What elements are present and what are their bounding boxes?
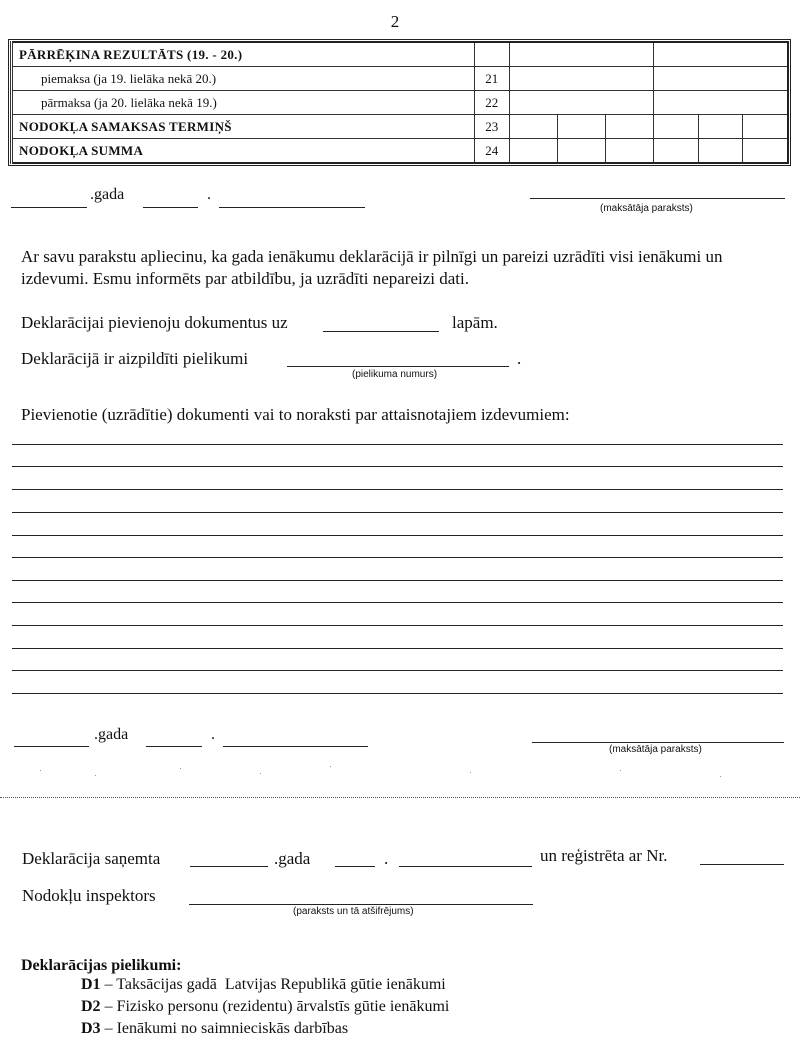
date-day-line[interactable] [223,746,368,747]
gada-label: .gada [274,849,311,868]
inspector-caption: (paraksts un tā atšifrējums) [293,906,414,917]
value-cell[interactable] [509,115,557,139]
writing-line[interactable] [12,466,783,467]
writing-line[interactable] [12,444,783,445]
date-month-line[interactable] [146,746,202,747]
attachment-number-caption: (pielikuma numurs) [352,369,438,380]
value-cell[interactable] [605,115,653,139]
writing-line[interactable] [12,648,783,649]
attachment-number-line[interactable] [287,366,509,367]
appendix-code: D3 [81,1020,101,1037]
received-month-line[interactable] [335,866,375,867]
page-number: 2 [390,12,400,31]
date-day-line[interactable] [219,207,365,208]
value-cell[interactable] [557,139,605,164]
cut-line [0,797,800,798]
appendix-d1 [81,976,446,994]
value-cell[interactable] [743,115,788,139]
date-year-line[interactable] [11,207,87,208]
writing-line[interactable] [12,489,783,490]
value-cell[interactable] [653,139,698,164]
value-cell[interactable] [509,139,557,164]
surcharge-label: piemaksa (ja 19. lielāka nekā 20.) [12,67,475,91]
attachments-filled-label: Deklarācijā ir aizpildīti pielikumi [21,349,249,368]
supporting-docs-heading: Pievienotie (uzrādītie) dokumenti vai to noraksti par attaisnotajiem izdevumiem: [21,405,570,424]
appendix-code: D1 [81,976,101,993]
declaration-statement: Ar savu parakstu apliecinu, ka gada ienākumu deklarācijā ir pilnīgi un pareizi uzrādīti visi ienākumi un izdevumi. Esmu informēts par atbildību, ja uzrādīti nepareizi dati. [21,247,723,288]
appendix-d2 [81,998,449,1016]
appendices-title: Deklarācijas pielikumi: [21,957,182,974]
value-cell[interactable] [557,115,605,139]
value-cell[interactable] [653,42,788,67]
date-separator: . [384,849,389,868]
inspector-signature-line[interactable] [189,904,533,905]
value-cell[interactable] [698,139,743,164]
pages-label: lapām. [452,313,498,332]
row-number [474,42,509,67]
date-separator: . [207,186,211,203]
appendix-text: – Ienākumi no saimnieciskās darbības [100,1020,349,1037]
row-number: 22 [474,91,509,115]
registered-label: un reģistrēta ar Nr. [540,846,668,865]
appendix-text: – Fizisko personu (rezidentu) ārvalstīs gūtie ienākumi [100,998,450,1015]
received-label: Deklarācija saņemta [22,849,161,868]
tax-calculation-table [10,41,789,164]
gada-label: .gada [90,186,125,203]
pages-count-line[interactable] [323,331,439,332]
writing-line[interactable] [12,512,783,513]
inspector-label: Nodokļu inspektors [22,886,156,905]
attachments-period: . [517,349,522,368]
appendix-code: D2 [81,998,101,1015]
writing-line[interactable] [12,535,783,536]
value-cell[interactable] [653,115,698,139]
date-year-line[interactable] [14,746,89,747]
writing-line[interactable] [12,625,783,626]
recalc-result-label: PĀRRĒĶINA REZULTĀTS (19. - 20.) [12,42,475,67]
appendix-d3 [81,1020,348,1038]
table-row [12,67,789,91]
tax-amount-label: NODOKĻA SUMMA [12,139,475,164]
date-separator: . [211,726,215,743]
signature-line[interactable] [532,742,784,743]
received-day-line[interactable] [399,866,532,867]
row-number: 23 [474,115,509,139]
writing-line[interactable] [12,670,783,671]
value-cell[interactable] [653,91,788,115]
value-cell[interactable] [509,91,653,115]
value-cell[interactable] [698,115,743,139]
payment-deadline-label: NODOKĻA SAMAKSAS TERMIŅŠ [12,115,475,139]
date-month-line[interactable] [143,207,198,208]
table-row [12,91,789,115]
signature-caption: (maksātāja paraksts) [609,744,702,755]
received-year-line[interactable] [190,866,268,867]
table-row [12,115,789,139]
row-number: 21 [474,67,509,91]
value-cell[interactable] [509,67,653,91]
writing-line[interactable] [12,693,783,694]
gada-label: .gada [94,726,129,743]
attached-docs-label: Deklarācijai pievienoju dokumentus uz [21,313,288,332]
writing-line[interactable] [12,580,783,581]
writing-line[interactable] [12,557,783,558]
writing-line[interactable] [12,602,783,603]
table-row [12,42,789,67]
value-cell[interactable] [605,139,653,164]
signature-line[interactable] [530,198,785,199]
appendix-text: – Taksācijas gadā Latvijas Republikā gūtie ienākumi [100,976,446,993]
value-cell[interactable] [653,67,788,91]
value-cell[interactable] [743,139,788,164]
signature-caption: (maksātāja paraksts) [600,203,693,214]
overpayment-label: pārmaksa (ja 20. lielāka nekā 19.) [12,91,475,115]
table-row [12,139,789,164]
value-cell[interactable] [509,42,653,67]
registration-number-line[interactable] [700,864,784,865]
row-number: 24 [474,139,509,164]
